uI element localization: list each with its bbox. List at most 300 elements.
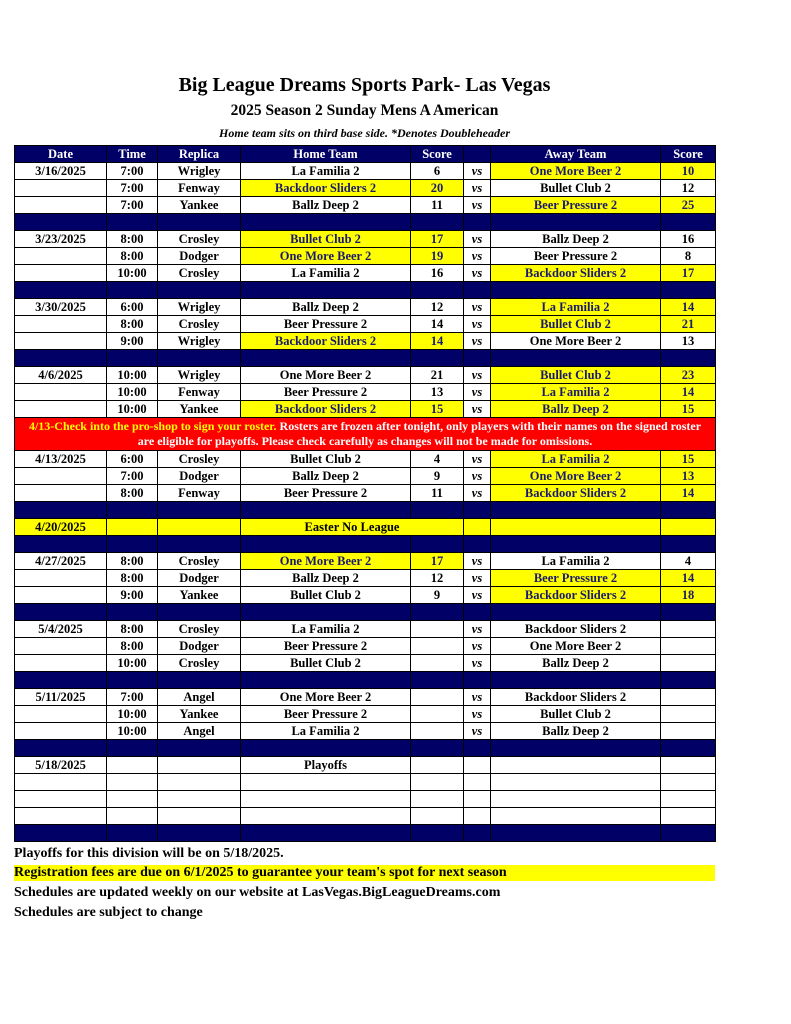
playoffs-empty bbox=[464, 757, 491, 774]
home-score bbox=[411, 723, 464, 740]
away-team: Backdoor Sliders 2 bbox=[491, 621, 661, 638]
away-score: 21 bbox=[661, 316, 716, 333]
away-team: La Familia 2 bbox=[491, 553, 661, 570]
separator-cell bbox=[661, 282, 716, 299]
special-empty bbox=[464, 519, 491, 536]
game-date: 3/30/2025 bbox=[15, 299, 107, 316]
game-time: 8:00 bbox=[107, 316, 158, 333]
game-field: Dodger bbox=[158, 638, 241, 655]
separator-cell bbox=[15, 350, 107, 367]
away-team: Bullet Club 2 bbox=[491, 706, 661, 723]
game-time: 7:00 bbox=[107, 197, 158, 214]
away-score: 18 bbox=[661, 587, 716, 604]
away-score: 25 bbox=[661, 197, 716, 214]
away-score: 17 bbox=[661, 265, 716, 282]
home-score: 15 bbox=[411, 401, 464, 418]
away-team: Beer Pressure 2 bbox=[491, 570, 661, 587]
game-date: 4/6/2025 bbox=[15, 367, 107, 384]
vs-label: vs bbox=[464, 197, 491, 214]
separator-cell bbox=[491, 502, 661, 519]
separator-cell bbox=[107, 825, 158, 842]
game-time: 9:00 bbox=[107, 587, 158, 604]
header-row bbox=[15, 146, 716, 163]
away-score bbox=[661, 621, 716, 638]
vs-label: vs bbox=[464, 706, 491, 723]
separator-cell bbox=[464, 672, 491, 689]
blank-cell bbox=[661, 808, 716, 825]
separator-cell bbox=[241, 214, 411, 231]
home-team: Ballz Deep 2 bbox=[241, 468, 411, 485]
game-time: 8:00 bbox=[107, 248, 158, 265]
away-team: Ballz Deep 2 bbox=[491, 231, 661, 248]
away-team: One More Beer 2 bbox=[491, 333, 661, 350]
game-date: 3/23/2025 bbox=[15, 231, 107, 248]
blank-cell bbox=[464, 808, 491, 825]
game-field: Crosley bbox=[158, 316, 241, 333]
playoffs-empty bbox=[411, 757, 464, 774]
vs-label: vs bbox=[464, 655, 491, 672]
game-field: Dodger bbox=[158, 468, 241, 485]
game-row bbox=[15, 248, 716, 265]
game-time: 8:00 bbox=[107, 570, 158, 587]
blank-cell bbox=[15, 791, 107, 808]
game-date: 5/4/2025 bbox=[15, 621, 107, 638]
home-team: La Familia 2 bbox=[241, 265, 411, 282]
game-row bbox=[15, 689, 716, 706]
week-separator bbox=[15, 604, 716, 621]
game-date bbox=[15, 468, 107, 485]
separator-cell bbox=[661, 740, 716, 757]
vs-label: vs bbox=[464, 689, 491, 706]
home-team: Ballz Deep 2 bbox=[241, 570, 411, 587]
separator-cell bbox=[15, 825, 107, 842]
separator-cell bbox=[158, 536, 241, 553]
away-team: Ballz Deep 2 bbox=[491, 723, 661, 740]
vs-label: vs bbox=[464, 180, 491, 197]
blank-row bbox=[15, 774, 716, 791]
blank-row bbox=[15, 791, 716, 808]
away-team: One More Beer 2 bbox=[491, 468, 661, 485]
blank-cell bbox=[158, 808, 241, 825]
separator-cell bbox=[107, 672, 158, 689]
away-team: La Familia 2 bbox=[491, 451, 661, 468]
game-field: Crosley bbox=[158, 655, 241, 672]
game-time: 10:00 bbox=[107, 655, 158, 672]
blank-cell bbox=[241, 791, 411, 808]
game-row bbox=[15, 655, 716, 672]
game-date bbox=[15, 655, 107, 672]
separator-cell bbox=[15, 282, 107, 299]
away-team: Ballz Deep 2 bbox=[491, 655, 661, 672]
away-team: La Familia 2 bbox=[491, 299, 661, 316]
separator-cell bbox=[107, 604, 158, 621]
away-team: Beer Pressure 2 bbox=[491, 248, 661, 265]
separator-cell bbox=[158, 604, 241, 621]
away-score: 16 bbox=[661, 231, 716, 248]
home-team: One More Beer 2 bbox=[241, 689, 411, 706]
game-date bbox=[15, 723, 107, 740]
separator-cell bbox=[15, 672, 107, 689]
away-score: 23 bbox=[661, 367, 716, 384]
separator-cell bbox=[107, 502, 158, 519]
vs-label: vs bbox=[464, 333, 491, 350]
page-subtitle: 2025 Season 2 Sunday Mens A American bbox=[230, 102, 499, 119]
separator-cell bbox=[411, 740, 464, 757]
home-score: 19 bbox=[411, 248, 464, 265]
game-field: Angel bbox=[158, 689, 241, 706]
game-field: Yankee bbox=[158, 197, 241, 214]
game-time: 7:00 bbox=[107, 180, 158, 197]
game-time: 10:00 bbox=[107, 265, 158, 282]
blank-cell bbox=[491, 791, 661, 808]
separator-cell bbox=[241, 604, 411, 621]
separator-cell bbox=[464, 825, 491, 842]
home-team: One More Beer 2 bbox=[241, 367, 411, 384]
special-empty bbox=[661, 519, 716, 536]
playoffs-empty bbox=[107, 757, 158, 774]
home-score: 12 bbox=[411, 299, 464, 316]
vs-label: vs bbox=[464, 638, 491, 655]
blank-cell bbox=[491, 808, 661, 825]
game-row bbox=[15, 570, 716, 587]
separator-cell bbox=[158, 502, 241, 519]
game-date: 5/11/2025 bbox=[15, 689, 107, 706]
away-score: 15 bbox=[661, 401, 716, 418]
game-row bbox=[15, 485, 716, 502]
away-team: One More Beer 2 bbox=[491, 163, 661, 180]
footer-playoffs: Playoffs for this division will be on 5/18/2025. bbox=[14, 846, 284, 861]
game-field: Crosley bbox=[158, 231, 241, 248]
home-team: Beer Pressure 2 bbox=[241, 638, 411, 655]
game-field: Fenway bbox=[158, 485, 241, 502]
vs-label: vs bbox=[464, 401, 491, 418]
separator-cell bbox=[491, 350, 661, 367]
vs-label: vs bbox=[464, 485, 491, 502]
away-score: 14 bbox=[661, 384, 716, 401]
home-score: 21 bbox=[411, 367, 464, 384]
separator-cell bbox=[464, 536, 491, 553]
blank-cell bbox=[241, 808, 411, 825]
playoffs-empty bbox=[158, 757, 241, 774]
vs-label: vs bbox=[464, 248, 491, 265]
home-score bbox=[411, 706, 464, 723]
game-field: Dodger bbox=[158, 570, 241, 587]
home-team: One More Beer 2 bbox=[241, 248, 411, 265]
separator-cell bbox=[411, 350, 464, 367]
blank-row bbox=[15, 808, 716, 825]
game-date bbox=[15, 587, 107, 604]
game-time: 10:00 bbox=[107, 384, 158, 401]
game-field: Fenway bbox=[158, 180, 241, 197]
game-time: 8:00 bbox=[107, 485, 158, 502]
home-team: Backdoor Sliders 2 bbox=[241, 180, 411, 197]
blank-cell bbox=[15, 774, 107, 791]
week-separator bbox=[15, 350, 716, 367]
away-team: Bullet Club 2 bbox=[491, 180, 661, 197]
game-time: 7:00 bbox=[107, 163, 158, 180]
game-time: 8:00 bbox=[107, 231, 158, 248]
week-separator bbox=[15, 740, 716, 757]
game-time: 8:00 bbox=[107, 638, 158, 655]
blank-cell bbox=[158, 774, 241, 791]
separator-cell bbox=[241, 282, 411, 299]
game-date: 3/16/2025 bbox=[15, 163, 107, 180]
away-team: La Familia 2 bbox=[491, 384, 661, 401]
game-field: Crosley bbox=[158, 451, 241, 468]
game-date bbox=[15, 401, 107, 418]
game-row bbox=[15, 333, 716, 350]
away-score bbox=[661, 655, 716, 672]
game-time: 9:00 bbox=[107, 333, 158, 350]
game-row bbox=[15, 384, 716, 401]
home-team: Ballz Deep 2 bbox=[241, 299, 411, 316]
week-separator bbox=[15, 502, 716, 519]
vs-label: vs bbox=[464, 316, 491, 333]
game-time: 10:00 bbox=[107, 401, 158, 418]
col-time: Time bbox=[107, 146, 158, 163]
game-time: 7:00 bbox=[107, 689, 158, 706]
blank-cell bbox=[241, 774, 411, 791]
game-field: Yankee bbox=[158, 587, 241, 604]
separator-cell bbox=[107, 536, 158, 553]
playoffs-label: Playoffs bbox=[241, 757, 411, 774]
playoffs-empty bbox=[661, 757, 716, 774]
away-score bbox=[661, 689, 716, 706]
game-time: 8:00 bbox=[107, 621, 158, 638]
separator-cell bbox=[15, 502, 107, 519]
game-date bbox=[15, 485, 107, 502]
game-row bbox=[15, 401, 716, 418]
special-label: Easter No League bbox=[241, 519, 464, 536]
separator-cell bbox=[464, 214, 491, 231]
separator-cell bbox=[158, 672, 241, 689]
separator-cell bbox=[241, 740, 411, 757]
away-score: 8 bbox=[661, 248, 716, 265]
away-score: 14 bbox=[661, 485, 716, 502]
vs-label: vs bbox=[464, 723, 491, 740]
separator-cell bbox=[158, 740, 241, 757]
home-score bbox=[411, 638, 464, 655]
away-team: Backdoor Sliders 2 bbox=[491, 587, 661, 604]
home-score: 11 bbox=[411, 485, 464, 502]
home-score: 14 bbox=[411, 333, 464, 350]
game-field: Yankee bbox=[158, 401, 241, 418]
separator-cell bbox=[15, 536, 107, 553]
separator-cell bbox=[241, 350, 411, 367]
separator-cell bbox=[661, 502, 716, 519]
separator-cell bbox=[464, 502, 491, 519]
separator-cell bbox=[241, 536, 411, 553]
week-separator bbox=[15, 672, 716, 689]
separator-cell bbox=[491, 214, 661, 231]
separator-cell bbox=[661, 350, 716, 367]
game-row bbox=[15, 723, 716, 740]
game-date bbox=[15, 570, 107, 587]
blank-cell bbox=[491, 774, 661, 791]
game-date bbox=[15, 333, 107, 350]
home-score: 9 bbox=[411, 468, 464, 485]
game-date bbox=[15, 638, 107, 655]
game-row bbox=[15, 299, 716, 316]
separator-cell bbox=[661, 604, 716, 621]
home-score: 11 bbox=[411, 197, 464, 214]
col-home-team: Home Team bbox=[241, 146, 411, 163]
separator-cell bbox=[15, 604, 107, 621]
footer-subject-to-change: Schedules are subject to change bbox=[14, 905, 203, 920]
away-team: Bullet Club 2 bbox=[491, 316, 661, 333]
game-row bbox=[15, 197, 716, 214]
away-team: Beer Pressure 2 bbox=[491, 197, 661, 214]
separator-cell bbox=[661, 672, 716, 689]
week-separator bbox=[15, 282, 716, 299]
game-row bbox=[15, 180, 716, 197]
game-date bbox=[15, 265, 107, 282]
game-date: 4/27/2025 bbox=[15, 553, 107, 570]
vs-label: vs bbox=[464, 570, 491, 587]
game-field: Crosley bbox=[158, 553, 241, 570]
special-empty bbox=[491, 519, 661, 536]
home-score bbox=[411, 655, 464, 672]
separator-cell bbox=[491, 282, 661, 299]
home-score: 16 bbox=[411, 265, 464, 282]
game-time: 7:00 bbox=[107, 468, 158, 485]
footer-registration: Registration fees are due on 6/1/2025 to guarantee your team's spot for next season bbox=[14, 865, 715, 881]
blank-cell bbox=[464, 774, 491, 791]
vs-label: vs bbox=[464, 384, 491, 401]
game-row bbox=[15, 553, 716, 570]
game-row bbox=[15, 265, 716, 282]
separator-cell bbox=[411, 502, 464, 519]
separator-cell bbox=[107, 214, 158, 231]
game-time: 10:00 bbox=[107, 723, 158, 740]
separator-cell bbox=[107, 282, 158, 299]
separator-cell bbox=[107, 740, 158, 757]
separator-cell bbox=[241, 502, 411, 519]
home-team: Ballz Deep 2 bbox=[241, 197, 411, 214]
separator-cell bbox=[661, 536, 716, 553]
home-team-note: Home team sits on third base side. *Denotes Doubleheader bbox=[219, 126, 510, 140]
col-away-score: Score bbox=[661, 146, 716, 163]
blank-cell bbox=[464, 791, 491, 808]
vs-label: vs bbox=[464, 553, 491, 570]
roster-notice-row bbox=[15, 418, 716, 451]
roster-notice-text: Rosters are frozen after tonight, only players with their names on the signed roster are eligible for playoffs. Please check carefully as changes will not be made for omissions. bbox=[137, 419, 702, 448]
away-score bbox=[661, 723, 716, 740]
separator-cell bbox=[491, 740, 661, 757]
away-team: Backdoor Sliders 2 bbox=[491, 265, 661, 282]
home-team: Bullet Club 2 bbox=[241, 451, 411, 468]
home-team: La Familia 2 bbox=[241, 723, 411, 740]
separator-cell bbox=[491, 825, 661, 842]
separator-cell bbox=[411, 214, 464, 231]
col-replica: Replica bbox=[158, 146, 241, 163]
separator-cell bbox=[158, 350, 241, 367]
home-score: 6 bbox=[411, 163, 464, 180]
home-score: 4 bbox=[411, 451, 464, 468]
home-team: Bullet Club 2 bbox=[241, 587, 411, 604]
away-score: 12 bbox=[661, 180, 716, 197]
blank-cell bbox=[661, 774, 716, 791]
home-team: Bullet Club 2 bbox=[241, 231, 411, 248]
home-team: La Familia 2 bbox=[241, 621, 411, 638]
separator-cell bbox=[241, 672, 411, 689]
away-team: Bullet Club 2 bbox=[491, 367, 661, 384]
away-team: One More Beer 2 bbox=[491, 638, 661, 655]
blank-cell bbox=[15, 808, 107, 825]
separator-cell bbox=[411, 536, 464, 553]
col-vs bbox=[464, 146, 491, 163]
away-team: Backdoor Sliders 2 bbox=[491, 485, 661, 502]
game-field: Wrigley bbox=[158, 367, 241, 384]
game-date bbox=[15, 316, 107, 333]
separator-cell bbox=[158, 825, 241, 842]
roster-notice bbox=[15, 418, 716, 451]
game-date: 4/13/2025 bbox=[15, 451, 107, 468]
home-score: 17 bbox=[411, 231, 464, 248]
away-team: Backdoor Sliders 2 bbox=[491, 689, 661, 706]
playoffs-date: 5/18/2025 bbox=[15, 757, 107, 774]
vs-label: vs bbox=[464, 367, 491, 384]
blank-cell bbox=[107, 808, 158, 825]
home-team: Beer Pressure 2 bbox=[241, 384, 411, 401]
home-score: 12 bbox=[411, 570, 464, 587]
game-date bbox=[15, 384, 107, 401]
away-score: 14 bbox=[661, 570, 716, 587]
game-field: Fenway bbox=[158, 384, 241, 401]
separator-cell bbox=[491, 672, 661, 689]
blank-cell bbox=[107, 791, 158, 808]
vs-label: vs bbox=[464, 163, 491, 180]
game-date bbox=[15, 706, 107, 723]
home-team: Beer Pressure 2 bbox=[241, 706, 411, 723]
game-time: 10:00 bbox=[107, 367, 158, 384]
away-score: 14 bbox=[661, 299, 716, 316]
home-team: Beer Pressure 2 bbox=[241, 316, 411, 333]
separator-cell bbox=[107, 350, 158, 367]
separator-cell bbox=[15, 740, 107, 757]
schedule-table bbox=[14, 145, 716, 842]
away-score: 15 bbox=[661, 451, 716, 468]
home-score: 17 bbox=[411, 553, 464, 570]
roster-notice-highlight: 4/13-Check into the pro-shop to sign your roster. bbox=[28, 419, 277, 433]
col-home-score: Score bbox=[411, 146, 464, 163]
special-empty bbox=[107, 519, 158, 536]
playoffs-row bbox=[15, 757, 716, 774]
blank-cell bbox=[411, 791, 464, 808]
game-field: Wrigley bbox=[158, 333, 241, 350]
game-field: Yankee bbox=[158, 706, 241, 723]
playoffs-empty bbox=[491, 757, 661, 774]
separator-cell bbox=[241, 825, 411, 842]
game-time: 10:00 bbox=[107, 706, 158, 723]
away-score: 13 bbox=[661, 333, 716, 350]
game-date bbox=[15, 197, 107, 214]
separator-cell bbox=[158, 282, 241, 299]
game-row bbox=[15, 231, 716, 248]
away-score bbox=[661, 706, 716, 723]
separator-cell bbox=[464, 604, 491, 621]
game-row bbox=[15, 468, 716, 485]
game-row bbox=[15, 638, 716, 655]
away-score: 13 bbox=[661, 468, 716, 485]
page-title: Big League Dreams Sports Park- Las Vegas bbox=[178, 74, 551, 96]
game-row bbox=[15, 316, 716, 333]
home-team: La Familia 2 bbox=[241, 163, 411, 180]
separator-cell bbox=[158, 214, 241, 231]
home-team: Beer Pressure 2 bbox=[241, 485, 411, 502]
separator-cell bbox=[464, 740, 491, 757]
vs-label: vs bbox=[464, 621, 491, 638]
